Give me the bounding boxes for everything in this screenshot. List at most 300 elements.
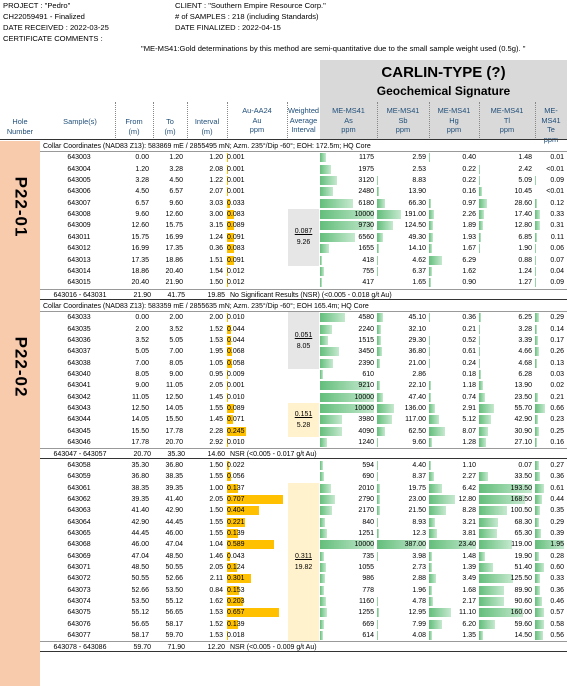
sb-cell-value: 12.3 bbox=[412, 529, 426, 537]
au-cell-value: 0.044 bbox=[227, 336, 245, 344]
te-cell-value: 0.33 bbox=[550, 575, 564, 583]
sample-cell-value: 643011 bbox=[67, 233, 91, 241]
tl-cell-value: 6.85 bbox=[518, 233, 532, 241]
as-cell bbox=[320, 528, 376, 539]
hg-cell-value: 1.18 bbox=[462, 382, 476, 390]
from-cell bbox=[115, 369, 151, 380]
sample-cell bbox=[45, 414, 115, 425]
table-row bbox=[40, 346, 567, 357]
sb-cell-value: 4.40 bbox=[412, 461, 426, 469]
te-cell-value: 0.28 bbox=[550, 552, 564, 560]
table-row bbox=[40, 414, 567, 425]
to-cell-value: 58.17 bbox=[165, 620, 183, 628]
sb-cell bbox=[377, 243, 428, 254]
hg-cell bbox=[429, 528, 478, 539]
sample-cell-value: 643038 bbox=[67, 359, 91, 367]
table-row bbox=[40, 198, 567, 209]
tl-cell-value: 168.50 bbox=[510, 495, 532, 503]
to-cell-value: 52.66 bbox=[165, 575, 183, 583]
sb-cell bbox=[377, 175, 428, 186]
sb-cell-value: 2.86 bbox=[412, 371, 426, 378]
hole-label bbox=[0, 167, 40, 247]
sb-cell bbox=[377, 198, 428, 209]
from-cell-value: 5.05 bbox=[135, 348, 149, 356]
sample-cell-value: 643033 bbox=[67, 314, 91, 322]
au-cell-value: 0.001 bbox=[227, 154, 245, 162]
table-row bbox=[40, 277, 567, 288]
sample-cell-value: 643064 bbox=[67, 518, 91, 526]
interval-cell bbox=[187, 562, 225, 573]
sb-cell bbox=[377, 607, 428, 618]
collar-coordinates: Collar Coordinates (NAD83 Z13): 583359 mE / 2855635 mN; Azm. 235°/Dip -60°; EOH 165.4m; HQ Core bbox=[40, 301, 567, 312]
sample-cell bbox=[45, 573, 115, 584]
sb-cell bbox=[377, 369, 428, 380]
sample-cell-value: 643043 bbox=[67, 405, 91, 413]
from-cell-value: 3.28 bbox=[135, 177, 149, 185]
sb-cell-value: 29.30 bbox=[408, 336, 426, 344]
au-cell-value: 0.071 bbox=[227, 416, 245, 424]
te-cell-value: 0.06 bbox=[550, 245, 564, 253]
tl-cell-value: 125.50 bbox=[510, 575, 532, 583]
tl-cell-value: 30.90 bbox=[514, 427, 532, 435]
au-cell-value: 0.010 bbox=[227, 393, 245, 401]
te-cell bbox=[535, 505, 566, 516]
as-cell-value: 10000 bbox=[354, 405, 374, 413]
au-cell-value: 0.091 bbox=[227, 233, 245, 241]
as-cell bbox=[320, 369, 376, 380]
summary-note: NSR (<0.005 - 0.009 g/t Au) bbox=[230, 644, 317, 652]
to-cell bbox=[153, 255, 185, 266]
from-cell bbox=[115, 358, 151, 369]
tl-cell bbox=[479, 312, 534, 323]
summary-row bbox=[40, 289, 567, 300]
from-cell bbox=[115, 596, 151, 607]
from-cell bbox=[115, 255, 151, 266]
as-cell bbox=[320, 426, 376, 437]
as-cell-value: 1255 bbox=[358, 609, 374, 617]
as-cell-value: 2480 bbox=[358, 188, 374, 196]
as-cell bbox=[320, 277, 376, 288]
from-cell bbox=[115, 209, 151, 220]
tl-cell-value: 27.10 bbox=[514, 439, 532, 447]
hg-cell-value: 0.22 bbox=[462, 165, 476, 173]
au-cell-value: 0.033 bbox=[227, 199, 245, 207]
from-cell-value: 2.00 bbox=[135, 325, 149, 333]
au-cell bbox=[227, 596, 285, 607]
as-cell-value: 614 bbox=[362, 632, 374, 640]
summary-sample: 643047 - 643057 bbox=[53, 451, 107, 459]
au-cell-value: 0.009 bbox=[227, 371, 245, 378]
interval-cell bbox=[187, 346, 225, 357]
sb-cell-value: 124.50 bbox=[404, 222, 426, 230]
from-cell-value: 1.20 bbox=[135, 165, 149, 173]
from-cell bbox=[115, 312, 151, 323]
tl-cell bbox=[479, 517, 534, 528]
hg-cell bbox=[429, 186, 478, 197]
hg-cell-value: 0.74 bbox=[462, 393, 476, 401]
to-cell bbox=[153, 517, 185, 528]
to-cell-value: 20.40 bbox=[165, 267, 183, 275]
interval-cell-value: 1.54 bbox=[209, 267, 223, 275]
tl-cell-value: 3.28 bbox=[518, 325, 532, 333]
from-cell-value: 12.50 bbox=[131, 405, 149, 413]
table-row bbox=[40, 164, 567, 175]
as-cell-value: 1175 bbox=[358, 154, 374, 162]
as-cell-value: 2170 bbox=[358, 507, 374, 515]
sb-cell bbox=[377, 266, 428, 277]
as-cell-value: 2240 bbox=[358, 325, 374, 333]
table-row bbox=[40, 358, 567, 369]
au-cell bbox=[227, 562, 285, 573]
au-cell-value: 0.089 bbox=[227, 222, 245, 230]
interval-cell-value: 2.00 bbox=[209, 314, 223, 322]
from-cell bbox=[115, 232, 151, 243]
te-cell bbox=[535, 414, 566, 425]
as-cell-value: 417 bbox=[362, 279, 374, 287]
hg-cell bbox=[429, 324, 478, 335]
to-cell-value: 20.70 bbox=[165, 439, 183, 447]
te-cell bbox=[535, 630, 566, 641]
as-cell bbox=[320, 220, 376, 231]
hg-cell-value: 3.21 bbox=[462, 518, 476, 526]
hg-cell-value: 1.35 bbox=[462, 632, 476, 640]
te-cell-value: 0.29 bbox=[550, 314, 564, 322]
au-cell bbox=[227, 392, 285, 403]
from-cell bbox=[115, 494, 151, 505]
as-cell-value: 4090 bbox=[358, 427, 374, 435]
tl-cell bbox=[479, 607, 534, 618]
hg-cell bbox=[429, 494, 478, 505]
tl-cell bbox=[479, 380, 534, 391]
sample-cell bbox=[45, 392, 115, 403]
sample-cell-value: 643045 bbox=[67, 427, 91, 435]
interval-cell-value: 1.50 bbox=[209, 279, 223, 287]
hg-cell-value: 2.91 bbox=[462, 405, 476, 413]
table-row bbox=[40, 426, 567, 437]
from-cell-value: 36.80 bbox=[131, 473, 149, 481]
sample-cell bbox=[45, 164, 115, 175]
te-cell-value: <0.01 bbox=[546, 188, 564, 196]
hg-cell-value: 8.28 bbox=[462, 507, 476, 515]
table-row bbox=[40, 392, 567, 403]
from-cell bbox=[115, 517, 151, 528]
to-cell bbox=[153, 539, 185, 550]
sb-cell-value: 19.75 bbox=[408, 484, 426, 492]
te-cell-value: 0.36 bbox=[550, 473, 564, 481]
interval-cell-value: 1.55 bbox=[209, 473, 223, 481]
as-cell bbox=[320, 232, 376, 243]
sb-cell bbox=[377, 528, 428, 539]
tl-cell-value: 119.00 bbox=[511, 541, 532, 549]
au-cell bbox=[227, 312, 285, 323]
hg-cell-value: 3.49 bbox=[462, 575, 476, 583]
au-cell bbox=[227, 517, 285, 528]
sb-cell-value: 117.00 bbox=[405, 416, 426, 424]
te-cell-value: 0.14 bbox=[550, 325, 564, 333]
table-row bbox=[40, 596, 567, 607]
te-cell bbox=[535, 152, 566, 163]
as-cell-value: 9210 bbox=[358, 382, 374, 390]
hg-cell bbox=[429, 414, 478, 425]
to-cell-value: 56.65 bbox=[165, 609, 183, 617]
from-cell bbox=[115, 220, 151, 231]
to-cell-value: 7.00 bbox=[169, 348, 183, 356]
hg-cell-value: 0.22 bbox=[462, 177, 476, 185]
sb-cell bbox=[377, 619, 428, 630]
to-cell bbox=[153, 392, 185, 403]
interval-cell bbox=[187, 164, 225, 175]
collar-coordinates: Collar Coordinates (NAD83 Z13): 583869 mE / 2855495 mN; Azm. 235°/Dip -60°; EOH: 172.5m; HQ Core bbox=[40, 141, 567, 152]
interval-cell bbox=[187, 255, 225, 266]
hg-cell bbox=[429, 152, 478, 163]
col-weighted: Weighted Average Interval bbox=[287, 106, 320, 134]
sample-cell-value: 643071 bbox=[67, 563, 91, 571]
interval-cell-value: 1.50 bbox=[209, 507, 223, 515]
au-cell-value: 0.001 bbox=[227, 165, 245, 173]
interval-cell-value: 1.52 bbox=[209, 325, 223, 333]
col-interval: Interval (m) bbox=[194, 117, 220, 136]
tl-cell bbox=[479, 335, 534, 346]
tl-cell-value: 89.90 bbox=[514, 586, 532, 594]
sb-cell-value: 1.65 bbox=[412, 279, 426, 287]
tl-cell-value: 33.50 bbox=[514, 473, 532, 481]
au-cell bbox=[227, 380, 285, 391]
tl-cell bbox=[479, 346, 534, 357]
as-cell bbox=[320, 312, 376, 323]
to-cell bbox=[153, 324, 185, 335]
au-cell-value: 0.012 bbox=[227, 267, 245, 275]
as-cell bbox=[320, 517, 376, 528]
table-row bbox=[40, 312, 567, 323]
sb-cell bbox=[377, 186, 428, 197]
as-cell-value: 735 bbox=[362, 552, 374, 560]
summary-from: 20.70 bbox=[133, 451, 151, 459]
from-cell-value: 17.78 bbox=[131, 439, 149, 447]
interval-cell-value: 0.84 bbox=[209, 586, 223, 594]
interval-cell-value: 1.53 bbox=[209, 609, 223, 617]
te-cell-value: 0.23 bbox=[550, 416, 564, 424]
as-cell-value: 9730 bbox=[358, 222, 374, 230]
from-cell-value: 9.60 bbox=[135, 211, 149, 219]
sample-cell bbox=[45, 630, 115, 641]
sb-cell bbox=[377, 220, 428, 231]
hg-cell bbox=[429, 220, 478, 231]
sample-cell-value: 643037 bbox=[67, 348, 91, 356]
col-from: From (m) bbox=[125, 117, 143, 136]
sample-cell-value: 643059 bbox=[67, 473, 91, 481]
te-cell-value: 0.16 bbox=[550, 439, 564, 447]
from-cell bbox=[115, 380, 151, 391]
hg-cell bbox=[429, 277, 478, 288]
hg-cell bbox=[429, 175, 478, 186]
to-cell bbox=[153, 585, 185, 596]
to-cell-value: 11.05 bbox=[166, 382, 183, 390]
sb-cell-value: 191.00 bbox=[404, 211, 426, 219]
sample-cell bbox=[45, 324, 115, 335]
te-cell bbox=[535, 369, 566, 380]
au-cell bbox=[227, 551, 285, 562]
from-cell-value: 0.00 bbox=[135, 314, 149, 322]
to-cell-value: 39.35 bbox=[165, 484, 183, 492]
interval-cell-value: 1.53 bbox=[209, 632, 223, 640]
te-cell-value: 0.29 bbox=[550, 518, 564, 526]
te-cell-value: 0.57 bbox=[550, 609, 564, 617]
interval-cell bbox=[187, 426, 225, 437]
from-cell-value: 46.00 bbox=[131, 541, 149, 549]
sample-cell-value: 643044 bbox=[67, 416, 91, 424]
te-cell-value: 0.46 bbox=[550, 598, 564, 605]
te-cell-value: 0.17 bbox=[550, 336, 564, 344]
as-cell-value: 986 bbox=[362, 575, 374, 583]
sample-cell-value: 643076 bbox=[67, 620, 91, 628]
interval-cell-value: 1.62 bbox=[209, 598, 223, 605]
from-cell-value: 15.75 bbox=[131, 233, 149, 241]
hg-cell-value: 1.62 bbox=[462, 267, 476, 275]
au-cell bbox=[227, 164, 285, 175]
table-row bbox=[40, 630, 567, 641]
weighted-average-length: 8.05 bbox=[296, 342, 311, 350]
interval-cell bbox=[187, 607, 225, 618]
as-cell bbox=[320, 152, 376, 163]
table-row bbox=[40, 324, 567, 335]
au-cell-value: 0.203 bbox=[227, 598, 245, 605]
te-cell-value: 0.44 bbox=[550, 495, 564, 503]
to-cell bbox=[153, 471, 185, 482]
tl-cell bbox=[479, 437, 534, 448]
col-sample: Sample(s) bbox=[63, 117, 97, 126]
interval-cell bbox=[187, 403, 225, 414]
sb-cell bbox=[377, 585, 428, 596]
as-cell-value: 4580 bbox=[358, 314, 374, 322]
hg-cell-value: 0.18 bbox=[462, 371, 476, 378]
te-cell-value: 0.09 bbox=[550, 279, 564, 287]
table-row bbox=[40, 539, 567, 550]
from-cell-value: 47.04 bbox=[131, 552, 149, 560]
hg-cell bbox=[429, 517, 478, 528]
te-cell bbox=[535, 539, 566, 550]
hg-cell bbox=[429, 483, 478, 494]
sample-cell bbox=[45, 505, 115, 516]
te-cell bbox=[535, 198, 566, 209]
to-cell-value: 17.35 bbox=[165, 245, 183, 253]
to-cell-value: 5.05 bbox=[169, 336, 183, 344]
au-cell-value: 0.245 bbox=[227, 427, 245, 435]
sample-cell-value: 643012 bbox=[67, 245, 91, 253]
col-te: ME-MS41 Te ppm bbox=[541, 106, 561, 144]
te-cell-value: 0.12 bbox=[550, 199, 564, 207]
sb-cell-value: 23.00 bbox=[408, 495, 426, 503]
sample-cell-value: 643015 bbox=[67, 279, 91, 287]
sample-cell-value: 643035 bbox=[67, 325, 91, 333]
summary-note: NSR (<0.005 - 0.017 g/t Au) bbox=[230, 451, 317, 459]
hg-cell-value: 12.80 bbox=[458, 495, 476, 503]
as-cell-value: 10000 bbox=[354, 211, 374, 219]
from-cell bbox=[115, 607, 151, 618]
au-cell-value: 0.058 bbox=[227, 359, 245, 367]
au-cell-value: 0.301 bbox=[227, 575, 245, 583]
tl-cell-value: 90.60 bbox=[514, 598, 532, 605]
sb-cell-value: 21.50 bbox=[408, 507, 426, 515]
tl-cell bbox=[479, 358, 534, 369]
sb-cell bbox=[377, 324, 428, 335]
au-cell bbox=[227, 255, 285, 266]
te-cell bbox=[535, 312, 566, 323]
sb-cell-value: 4.08 bbox=[412, 632, 426, 640]
as-cell bbox=[320, 494, 376, 505]
tl-cell bbox=[479, 186, 534, 197]
tl-cell-value: 19.90 bbox=[514, 552, 532, 560]
from-cell-value: 56.65 bbox=[131, 620, 149, 628]
sample-cell bbox=[45, 220, 115, 231]
hg-cell-value: 5.12 bbox=[462, 416, 476, 424]
to-cell-value: 46.00 bbox=[165, 529, 183, 537]
sb-cell bbox=[377, 551, 428, 562]
table-row bbox=[40, 380, 567, 391]
from-cell-value: 11.05 bbox=[132, 393, 149, 401]
au-cell bbox=[227, 220, 285, 231]
to-cell-value: 21.90 bbox=[165, 279, 183, 287]
hg-cell-value: 1.68 bbox=[462, 586, 476, 594]
interval-cell bbox=[187, 175, 225, 186]
col-to: To (m) bbox=[164, 117, 176, 136]
from-cell-value: 20.40 bbox=[131, 279, 149, 287]
sb-cell bbox=[377, 437, 428, 448]
au-cell bbox=[227, 426, 285, 437]
to-cell bbox=[153, 380, 185, 391]
hg-cell-value: 11.10 bbox=[459, 609, 476, 617]
as-cell bbox=[320, 437, 376, 448]
sample-cell-value: 643072 bbox=[67, 575, 91, 583]
sample-cell-value: 643006 bbox=[67, 188, 91, 196]
hg-cell bbox=[429, 539, 478, 550]
sb-cell-value: 4.62 bbox=[412, 256, 426, 264]
summary-interval: 19.85 bbox=[207, 291, 225, 299]
from-cell-value: 39.35 bbox=[131, 495, 149, 503]
to-cell bbox=[153, 277, 185, 288]
au-cell-value: 0.589 bbox=[227, 541, 245, 549]
au-cell bbox=[227, 471, 285, 482]
au-cell-value: 0.001 bbox=[227, 188, 245, 196]
as-cell-value: 610 bbox=[362, 371, 374, 378]
to-cell bbox=[153, 232, 185, 243]
as-cell bbox=[320, 175, 376, 186]
te-cell-value: 1.95 bbox=[550, 541, 564, 549]
from-cell bbox=[115, 551, 151, 562]
sample-cell-value: 643013 bbox=[67, 256, 91, 264]
tl-cell bbox=[479, 403, 534, 414]
interval-cell bbox=[187, 152, 225, 163]
interval-cell bbox=[187, 528, 225, 539]
table-row bbox=[40, 243, 567, 254]
tl-cell bbox=[479, 596, 534, 607]
from-cell-value: 15.50 bbox=[131, 427, 149, 435]
as-cell-value: 1655 bbox=[358, 245, 374, 253]
te-cell bbox=[535, 209, 566, 220]
to-cell-value: 18.86 bbox=[165, 256, 183, 264]
interval-cell bbox=[187, 505, 225, 516]
interval-cell-value: 1.52 bbox=[209, 620, 223, 628]
tl-cell bbox=[479, 266, 534, 277]
sb-cell bbox=[377, 358, 428, 369]
sb-cell-value: 387.00 bbox=[404, 541, 426, 549]
sample-cell-value: 643063 bbox=[67, 507, 91, 515]
from-cell-value: 42.90 bbox=[131, 518, 149, 526]
sb-cell bbox=[377, 277, 428, 288]
as-cell-value: 840 bbox=[362, 518, 374, 526]
signature-banner bbox=[320, 60, 567, 100]
hole-name: P22-02 bbox=[11, 336, 31, 398]
sb-cell bbox=[377, 573, 428, 584]
